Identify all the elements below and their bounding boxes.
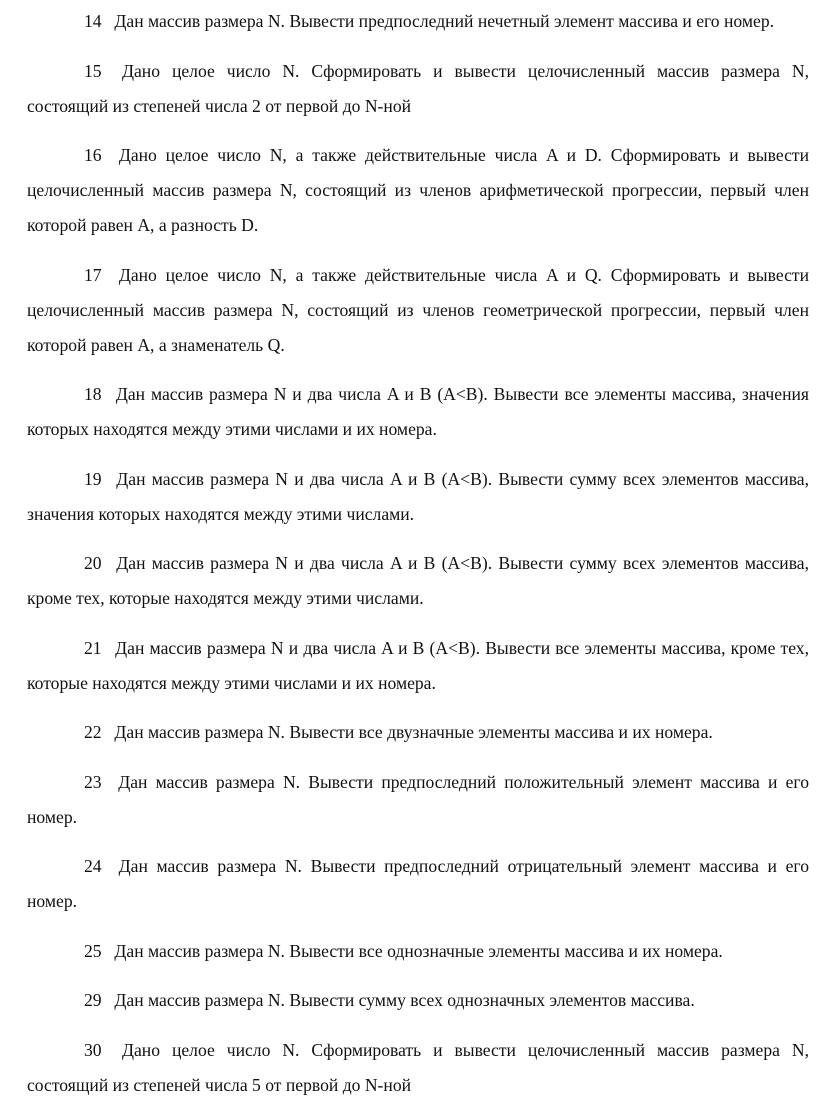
task-number: 30 [84,1039,102,1060]
task-text: Дано целое число N, а также действительные числа A и D. Сформировать и вывести целочисленный массив размера N, состоящий из членов арифметической прогрессии, первый член которой равен A, а разность D. [27,145,809,235]
task-item [27,462,809,532]
task-text: Дано целое число N. Сформировать и вывести целочисленный массив размера N, состоящий из степеней числа 2 от первой до N-ной [27,60,809,116]
task-number: 17 [84,264,102,285]
task-item [27,983,809,1018]
task-item [27,715,809,750]
task-text: Дан массив размера N. Вывести предпоследний нечетный элемент массива и его номер. [114,11,775,31]
task-item [27,1033,809,1103]
task-item [27,258,809,363]
task-number: 21 [84,637,102,658]
task-text: Дан массив размера N и два числа A и B (A<B). Вывести сумму всех элементов массива, значения которых находятся между этими числами. [27,468,809,524]
task-item [27,934,809,969]
task-number: 14 [84,11,102,31]
task-text: Дан массив размера N и два числа A и B (A<B). Вывести все элементы массива, кроме тех, которые находятся между этими числами и их номера. [27,637,810,693]
task-item [27,138,809,243]
task-text: Дано целое число N, а также действительные числа A и Q. Сформировать и вывести целочисленный массив размера N, состоящий из членов геометрической прогрессии, первый член которой равен A, а знаменатель Q. [27,264,809,355]
task-text: Дан массив размера N. Вывести все двузначные элементы массива и их номера. [114,722,713,742]
task-item [27,4,809,39]
task-number: 22 [84,722,102,742]
task-item [27,546,809,616]
task-number: 23 [84,771,102,792]
task-number: 24 [84,856,102,876]
task-item [27,849,809,919]
task-item [27,631,809,701]
task-text: Дан массив размера N. Вывести предпоследний отрицательный элемент массива и его номер. [27,856,809,911]
document-page [27,4,809,1117]
task-item [27,765,809,835]
task-number: 18 [84,384,102,404]
task-item [27,54,809,124]
task-text: Дан массив размера N. Вывести предпоследний положительный элемент массива и его номер. [27,771,809,827]
task-text: Дан массив размера N и два числа A и B (A<B). Вывести все элементы массива, значения которых находятся между этими числами и их номера. [27,384,809,439]
task-number: 15 [84,60,102,81]
task-number: 19 [84,468,102,489]
task-number: 25 [84,940,102,961]
task-text: Дан массив размера N. Вывести все однозначные элементы массива и их номера. [114,940,723,961]
task-number: 20 [84,553,102,573]
task-text: Дано целое число N. Сформировать и вывести целочисленный массив размера N, состоящий из степеней числа 5 от первой до N-ной [27,1039,809,1095]
task-item [27,377,809,447]
task-number: 16 [84,145,102,165]
task-number: 29 [84,990,102,1010]
task-text: Дан массив размера N. Вывести сумму всех однозначных элементов массива. [114,990,695,1010]
task-text: Дан массив размера N и два числа A и B (A<B). Вывести сумму всех элементов массива, кроме тех, которые находятся между этими числами. [27,553,809,608]
